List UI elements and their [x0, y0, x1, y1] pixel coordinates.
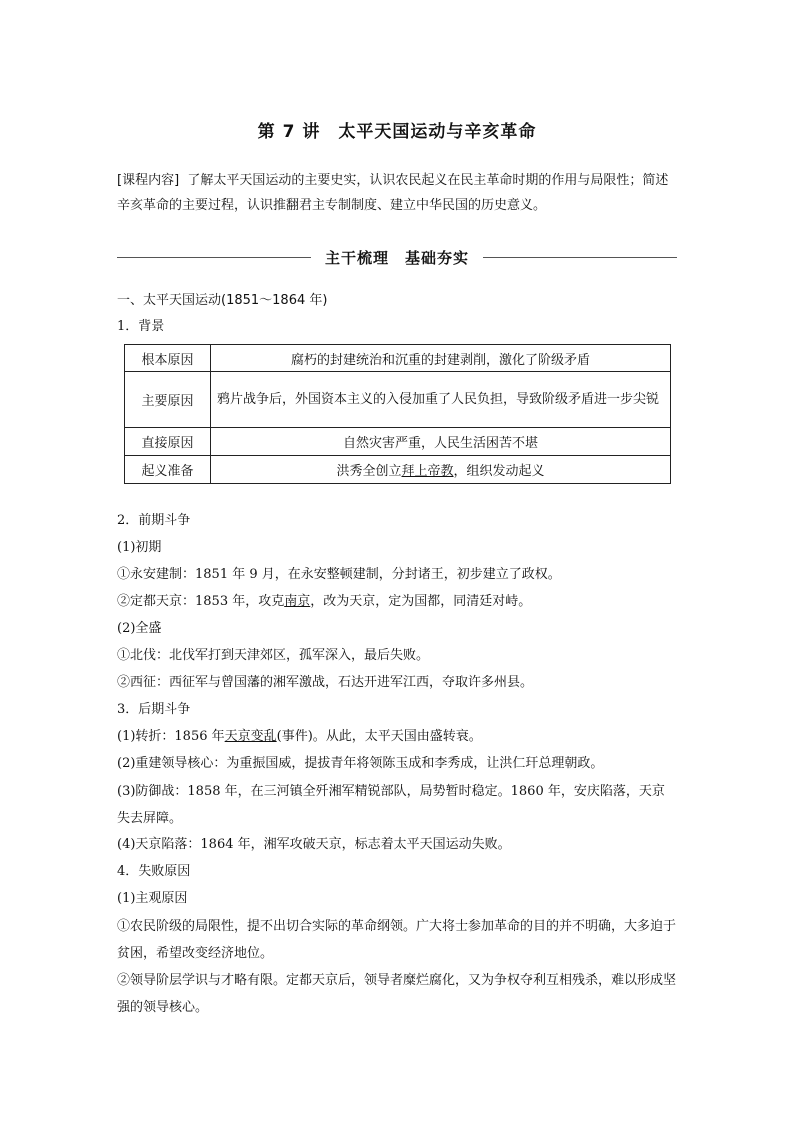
course-content-label: [课程内容] — [117, 173, 180, 188]
section-heading — [117, 246, 677, 268]
text: ②定都天京：1853 年，攻克 — [117, 594, 285, 609]
early-item4: ②西征：西征军与曾国藩的湘军激战，石达开进军江西，夺取许多州县。 — [117, 675, 534, 690]
table-row — [125, 372, 671, 428]
failure-item2: ②领导阶层学识与才略有限。定都天京后，领导者糜烂腐化，又为争权夺利互相残杀，难以形成坚强的领导核心。 — [117, 973, 677, 1015]
text: ，改为天京，定为国都，同清廷对峙。 — [310, 594, 532, 609]
late-item4: (4)天京陷落：1864 年，湘军攻破天京，标志着太平天国运动失败。 — [117, 837, 511, 852]
early-item3: ①北伐：北伐军打到天津郊区，孤军深入，最后失败。 — [117, 648, 430, 663]
table-cell-value — [211, 456, 671, 484]
late-item2: (2)重建领导核心：为重振国威，提拔青年将领陈玉成和李秀成，让洪仁玕总理朝政。 — [117, 756, 604, 771]
underlined-term: 天京变乱 — [224, 729, 277, 744]
course-content — [117, 168, 677, 218]
part1-heading: 一、太平天国运动(1851～1864 年) — [117, 293, 328, 308]
text: (1)转折：1856 年 — [117, 729, 225, 744]
failure-item1: ①农民阶级的局限性，提不出切合实际的革命纲领。广大将士参加革命的目的并不明确，大多迫于贫困，希望改变经济地位。 — [117, 919, 677, 961]
text: (事件)。从此，太平天国由盛转衰。 — [276, 729, 482, 744]
table-row — [125, 345, 671, 372]
underlined-term: 拜上帝教 — [401, 464, 454, 479]
table-row — [125, 456, 671, 484]
failure-sub1: (1)主观原因 — [117, 891, 188, 906]
section-heading-text: 主干梳理 基础夯实 — [325, 248, 470, 267]
value-text: ，组织发动起义 — [453, 464, 545, 479]
page-title: 第 7 讲 太平天国运动与辛亥革命 — [257, 122, 537, 142]
underlined-term: 南京 — [284, 594, 311, 609]
table-cell-value: 鸦片战争后，外国资本主义的入侵加重了人民负担，导致阶级矛盾进一步尖锐 — [211, 372, 671, 428]
early-item1: ①永安建制：1851 年 9 月，在永安整顿建制，分封诸王，初步建立了政权。 — [117, 567, 561, 582]
failure-heading: 4．失败原因 — [117, 864, 191, 879]
table-cell-key: 主要原因 — [125, 372, 211, 428]
table-cell-key: 起义准备 — [125, 456, 211, 484]
early-sub2: (2)全盛 — [117, 621, 162, 636]
early-item2 — [117, 593, 677, 611]
divider-right — [483, 257, 677, 258]
table-cell-value: 自然灾害严重，人民生活困苦不堪 — [211, 428, 671, 456]
table-cell-value: 腐朽的封建统治和沉重的封建剥削，激化了阶级矛盾 — [211, 345, 671, 372]
divider-left — [117, 257, 311, 258]
table-cell-key: 根本原因 — [125, 345, 211, 372]
background-heading: 1．背景 — [117, 319, 165, 334]
background-table — [124, 344, 671, 484]
late-heading: 3．后期斗争 — [117, 702, 191, 717]
early-sub1: (1)初期 — [117, 540, 162, 555]
course-content-text: 了解太平天国运动的主要史实，认识农民起义在民主革命时期的作用与局限性；简述辛亥革命的主要过程，认识推翻君主专制制度、建立中华民国的历史意义。 — [117, 173, 669, 213]
table-row — [125, 428, 671, 456]
late-item3: (3)防御战：1858 年，在三河镇全歼湘军精锐部队，局势暂时稳定。1860 年，安庆陷落，天京失去屏障。 — [117, 784, 665, 826]
table-cell-key: 直接原因 — [125, 428, 211, 456]
late-item1 — [117, 728, 677, 746]
value-text: 洪秀全创立 — [336, 464, 402, 479]
early-heading: 2．前期斗争 — [117, 513, 191, 528]
